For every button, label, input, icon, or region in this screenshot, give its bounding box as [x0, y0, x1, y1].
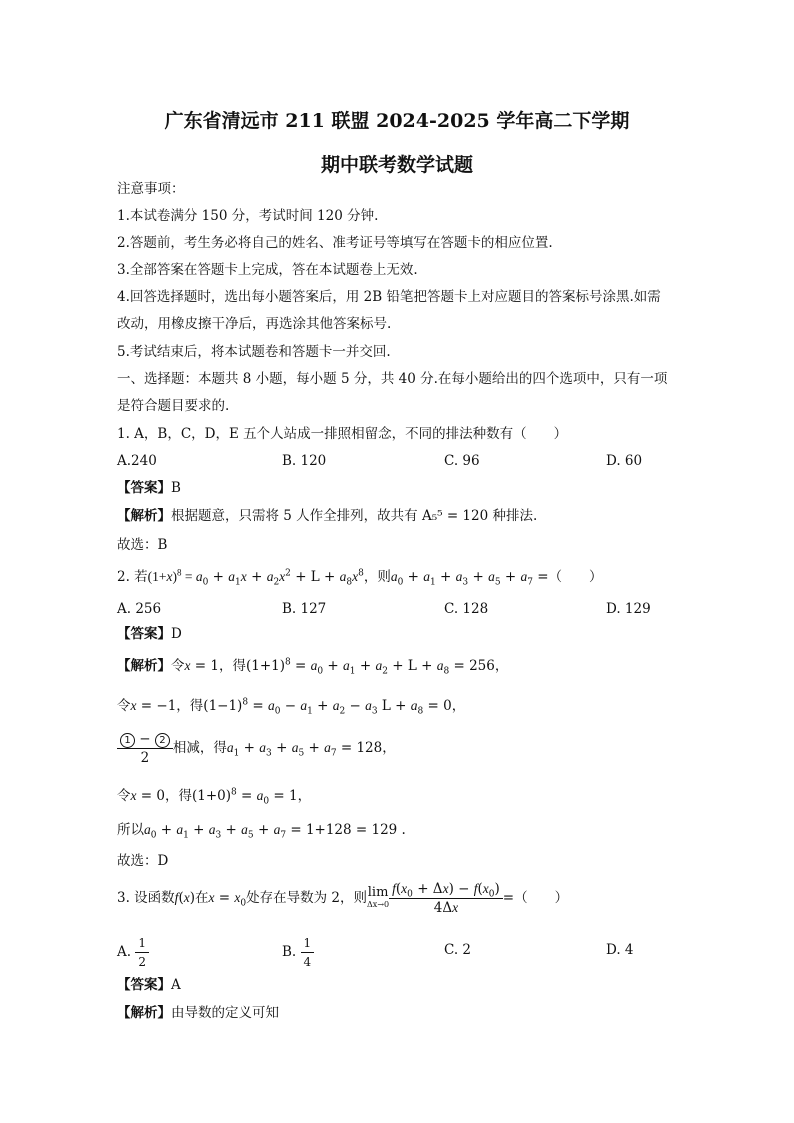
- q1-answer-value: B: [171, 480, 181, 496]
- section-heading: 一、选择题：本题共 8 小题，每小题 5 分，共 40 分.在每小题给出的四个选项中，只有一项: [117, 371, 668, 387]
- q2-option-a: A. 256: [117, 601, 162, 617]
- q2-analysis-step-5: 所以$a_0 + a_1 + a_3 + a_5 + a_7 = 1+128 = 129$ .: [117, 822, 406, 841]
- q2-option-c: C. 128: [444, 601, 489, 617]
- notice-heading: 注意事项：: [117, 181, 185, 197]
- q2-analysis-step-4: 令x = 0，得$(1+0)^8 = a_0 = 1$，: [117, 787, 312, 807]
- q2-analysis-step-1: 【解析】令x = 1，得$(1+1)^8 = a_0 + a_1 + a_2 + L + a_8 = 256$，: [117, 657, 509, 677]
- q1-option-a: A.240: [117, 453, 157, 469]
- q1-stem: 1. A，B，C，D，E 五个人站成一排照相留念，不同的排法种数有（ ）: [117, 426, 568, 442]
- q2-conclusion: 故选：D: [117, 853, 169, 869]
- q2-option-d: D. 129: [606, 601, 651, 617]
- q1-analysis-text: 根据题意，只需将 5 人作全排列，故共有 A₅⁵ = 120 种排法.: [171, 508, 538, 524]
- q3-option-b: B. $\frac{1}{4}$: [282, 934, 314, 971]
- notice-item-2: 2.答题前，考生务必将自己的姓名、准考证号等填写在答题卡的相应位置.: [117, 235, 553, 251]
- q3-answer: 【答案】A: [117, 977, 181, 993]
- notice-item-3: 3.全部答案在答题卡上完成，答在本试题卷上无效.: [117, 262, 418, 278]
- notice-item-1: 1.本试卷满分 150 分，考试时间 120 分钟.: [117, 208, 379, 224]
- section-heading-cont: 是符合题目要求的.: [117, 398, 230, 414]
- q2-analysis-step-2: 令x = −1，得$(1-1)^8 = a_0 - a_1 + a_2 - a_3$ $L + a_8 = 0$，: [117, 697, 466, 717]
- notice-item-5: 5.考试结束后，将本试题卷和答题卡一并交回.: [117, 344, 391, 360]
- q3-option-d: D. 4: [606, 942, 634, 958]
- q1-option-b: B. 120: [282, 453, 327, 469]
- q1-analysis: [117, 507, 537, 525]
- q3-analysis: 【解析】由导数的定义可知: [117, 1005, 279, 1021]
- q1-conclusion: 故选：B: [117, 537, 168, 553]
- q2-stem: 2. 若$(1+x)^8 = a_0 + a_1x + a_2x^2 + L + a_8x^8$，则$a_0 + a_1 + a_3 + a_5 + a_7$ =（ ）: [117, 567, 603, 588]
- q2-analysis-step-3: $\frac{1 - 2}{2}$ 相减，得$a_1 + a_3 + a_5 + a_7 = 128$，: [117, 730, 396, 767]
- q1-option-c: C. 96: [444, 453, 480, 469]
- notice-item-4-cont: 改动，用橡皮擦干净后，再选涂其他答案标号.: [117, 316, 392, 332]
- q3-option-a: A. $\frac{1}{2}$: [117, 934, 149, 971]
- q1-answer: [117, 479, 181, 497]
- analysis-tag: 【解析】: [117, 508, 171, 524]
- q2-answer: 【答案】D: [117, 626, 182, 642]
- q2-option-b: B. 127: [282, 601, 327, 617]
- page-title: 广东省清远市 211 联盟 2024-2025 学年高二下学期: [164, 110, 630, 132]
- q3-option-c: C. 2: [444, 942, 472, 958]
- answer-tag: 【答案】: [117, 480, 171, 496]
- q3-stem: 3. 设函数f(x)在$x = x_0$处存在导数为 2，则 lim Δx→0 $\frac{f(x_0 + \Delta x) - f(x_0)}{4\Delta x}$ =（ ）: [117, 881, 569, 916]
- notice-item-4: 4.回答选择题时，选出每小题答案后，用 2B 铅笔把答题卡上对应题目的答案标号涂黑.如需: [117, 289, 661, 305]
- q1-option-d: D. 60: [606, 453, 643, 469]
- page-subtitle: 期中联考数学试题: [320, 154, 473, 176]
